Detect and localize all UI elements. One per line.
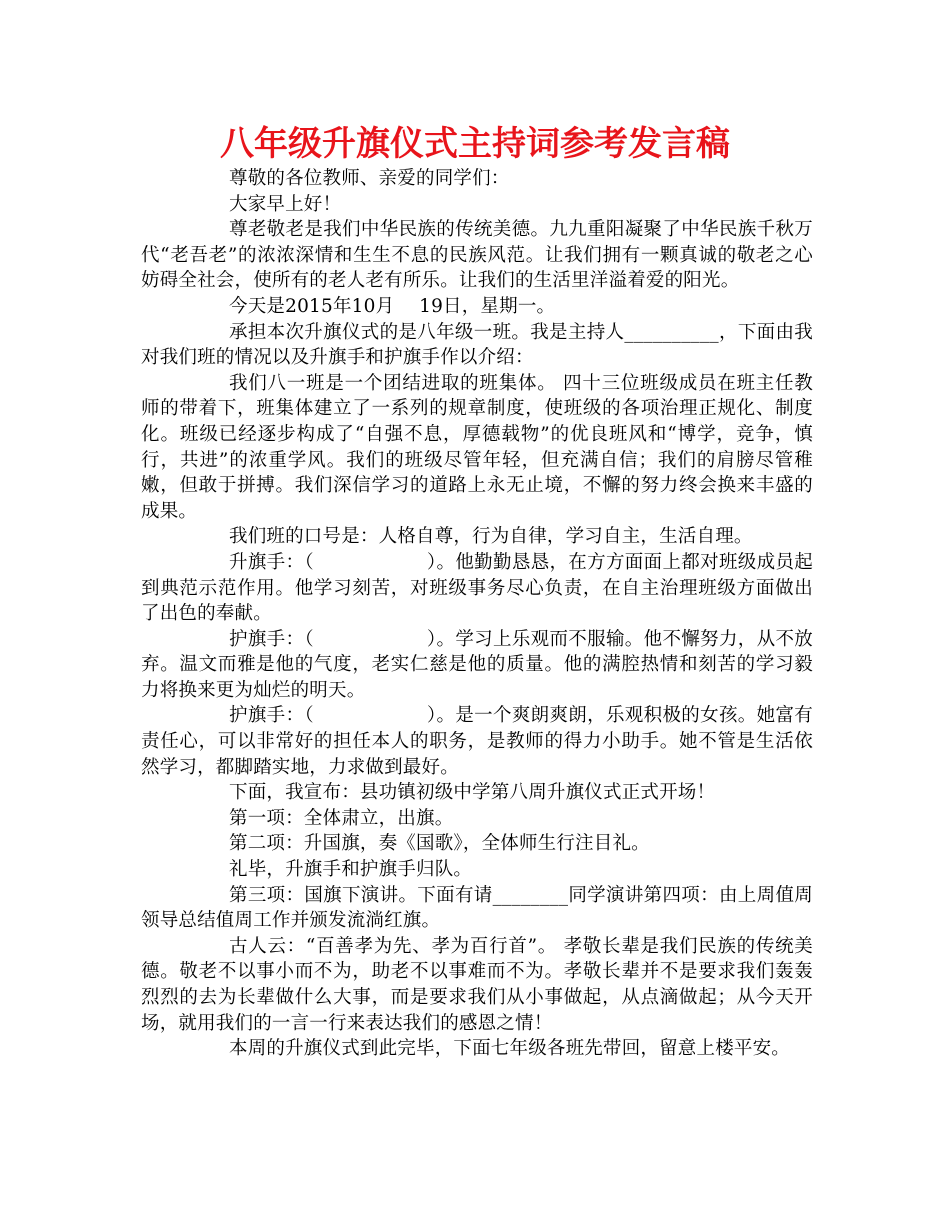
paragraph-salutation: 尊敬的各位教师、亲爱的同学们：	[229, 168, 510, 189]
paragraph-filial-piety: 古人云：“百善孝为先、孝为百行首”。 孝敬长辈是我们民族的传统美德。敬老不以事小而不为，助老不以事难而不为。孝敬长辈并不是要求我们轰轰烈烈的去为长辈做什么大事，而是要求我们从小事做起，从点滴做起；从今天开场，就用我们的一言一行来表达我们的感恩之情！	[141, 935, 813, 1034]
paragraph-flag-guard-1: 护旗手：（ ）。学习上乐观而不服输。他不懈努力，从不放弃。温文而雅是他的气度，老实仁慈是他的质量。他的满腔热情和刻苦的学习毅力将换来更为灿烂的明天。	[141, 628, 813, 701]
paragraph-item-1: 第一项：全体肃立，出旗。	[229, 807, 454, 829]
paragraph-announcement: 下面，我宣布：县功镇初级中学第八周升旗仪式正式开场！	[229, 782, 716, 804]
document-body	[141, 166, 813, 1062]
paragraph-closing: 本周的升旗仪式到此完毕，下面七年级各班先带回，留意上楼平安。	[229, 1038, 791, 1060]
document-title: 八年级升旗仪式主持词参考发言稿	[220, 124, 730, 164]
paragraph-class-slogan: 我们班的口号是：人格自尊，行为自律，学习自主，生活自理。	[229, 526, 753, 548]
paragraph-greeting: 大家早上好！	[229, 193, 342, 215]
paragraph-flag-raiser: 升旗手：（ ）。他勤勤恳恳，在方方面面上都对班级成员起到典范示范作用。他学习刻苦，对班级事务尽心负责，在自主治理班级方面做出了出色的奉献。	[141, 551, 813, 625]
paragraph-salute-done: 礼毕，升旗手和护旗手归队。	[229, 859, 473, 881]
paragraph-item-2: 第二项：升国旗，奏《国歌》，全体师生行注目礼。	[229, 833, 650, 855]
paragraph-date: 今天是2015年10月 19日，星期一。	[229, 295, 556, 317]
paragraph-item-3: 第三项：国旗下演讲。下面有请________同学演讲第四项：由上周值周领导总结值周工作并颁发流淌红旗。	[141, 884, 813, 932]
paragraph-flag-guard-2: 护旗手：（ ）。是一个爽朗爽朗，乐观积极的女孩。她富有责任心，可以非常好的担任本人的职务，是教师的得力小助手。她不管是生活依然学习，都脚踏实地，力求做到最好。	[141, 705, 813, 778]
paragraph-host-intro: 承担本次升旗仪式的是八年级一班。我是主持人__________，下面由我对我们班的情况以及升旗手和护旗手作以介绍：	[141, 321, 813, 369]
paragraph-class-intro: 我们八一班是一个团结进取的班集体。 四十三位班级成员在班主任教师的带着下，班集体建立了一系列的规章制度，使班级的各项治理正规化、制度化。班级已经逐步构成了“自强不息，厚德载物”的优良班风和“博学，竞争，慎行，共进”的浓重学风。我们的班级尽管年轻，但充满自信；我们的肩膀尽管稚嫩，但敢于拼搏。我们深信学习的道路上永无止境，不懈的努力终会换来丰盛的成果。	[141, 372, 813, 522]
paragraph-tradition: 尊老敬老是我们中华民族的传统美德。九九重阳凝聚了中华民族千秋万代“老吾老”的浓浓深情和生生不息的民族风范。让我们拥有一颗真诚的敬老之心妨碍全社会，使所有的老人老有所乐。让我们的生活里洋溢着爱的阳光。	[141, 219, 813, 292]
